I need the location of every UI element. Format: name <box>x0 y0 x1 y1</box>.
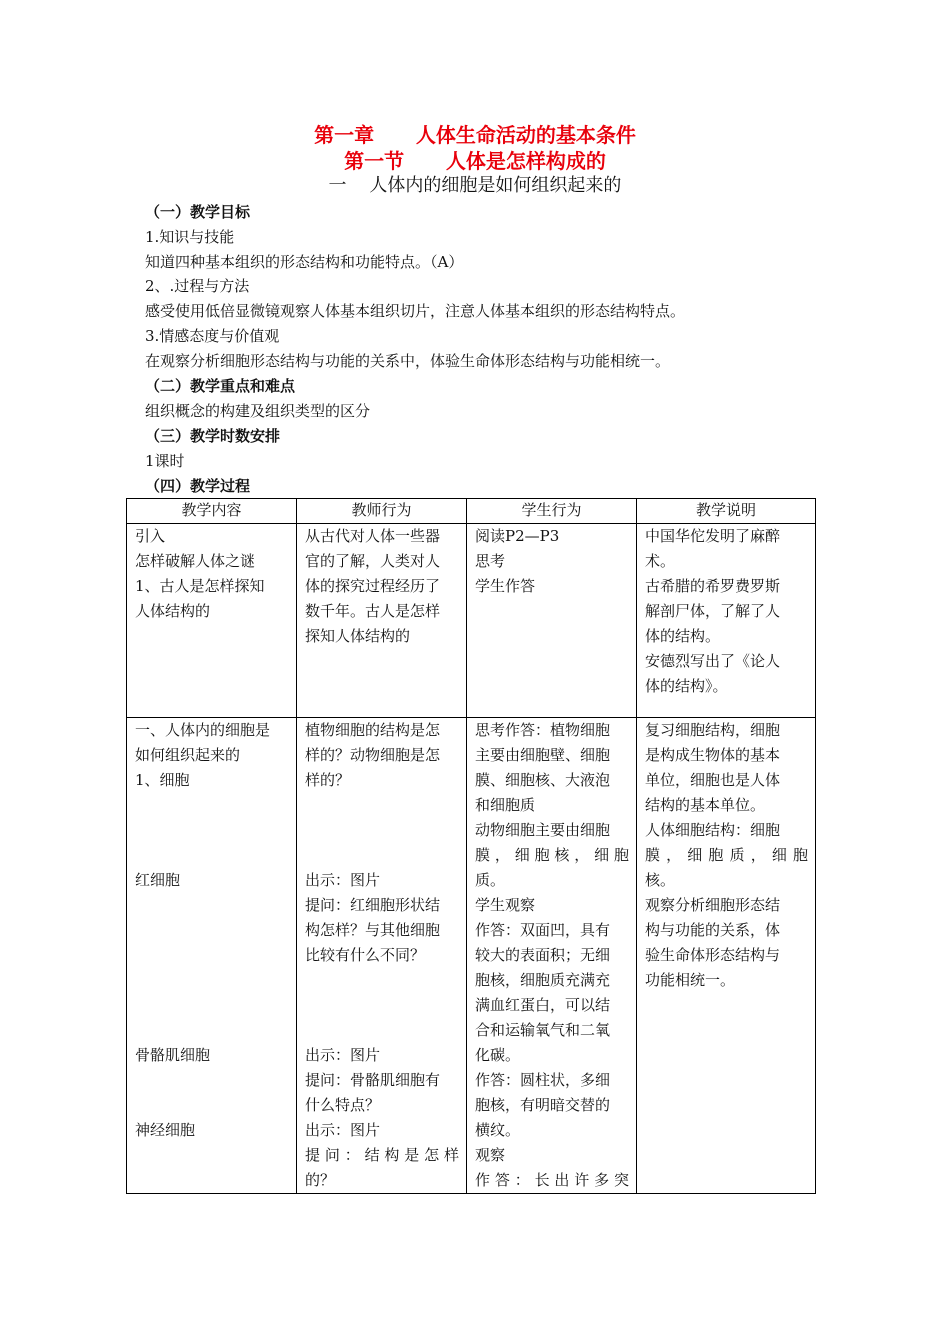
cell-line: 观察分析细胞形态结 <box>645 896 781 914</box>
cell-student <box>467 718 637 1194</box>
table-row <box>127 718 816 1194</box>
objective-line: 3.情感态度与价值观 <box>145 327 280 345</box>
cell-spacer <box>135 818 289 843</box>
cell-spacer <box>135 943 289 968</box>
cell-line: 什么特点？ <box>305 1096 381 1114</box>
cell-line: 胞核，细胞质充满充 <box>475 971 611 989</box>
cell-line: 膜，细胞质，细胞 <box>645 846 808 864</box>
cell-spacer <box>305 843 459 868</box>
cell-line: 中国华佗发明了麻醉 <box>645 527 781 545</box>
schedule-text: 1课时 <box>145 452 185 470</box>
cell-line: 术。 <box>645 552 676 570</box>
cell-line: 构怎样？与其他细胞 <box>305 921 441 939</box>
cell-line: 学生作答 <box>475 577 536 595</box>
cell-line: 化碳。 <box>475 1046 521 1064</box>
cell-spacer <box>135 1068 289 1093</box>
cell-spacer <box>135 918 289 943</box>
topic-title: 一 人体内的细胞是如何组织起来的 <box>328 175 622 196</box>
cell-line: 人体结构的 <box>135 602 211 620</box>
cell-line: 满血红蛋白，可以结 <box>475 996 611 1014</box>
cell-line: 观察 <box>475 1146 506 1164</box>
cell-line: 样的？ <box>305 771 351 789</box>
cell-teacher <box>297 718 467 1194</box>
cell-line: 引入 <box>135 527 166 545</box>
cell-line: 一、人体内的细胞是 <box>135 721 271 739</box>
cell-line: 功能相统一。 <box>645 971 736 989</box>
lesson-process-table <box>126 498 816 1194</box>
cell-line: 体的结构。 <box>645 627 721 645</box>
cell-line: 横纹。 <box>475 1121 521 1139</box>
cell-line: 提问：结构是怎样 <box>305 1146 459 1164</box>
objective-line: 2、.过程与方法 <box>145 277 250 295</box>
cell-line: 构与功能的关系，体 <box>645 921 781 939</box>
cell-line: 如何组织起来的 <box>135 746 241 764</box>
cell-line: 样的？动物细胞是怎 <box>305 746 441 764</box>
cell-line: 验生命体形态结构与 <box>645 946 781 964</box>
column-header-content: 教学内容 <box>127 499 297 524</box>
column-header-student: 学生行为 <box>467 499 637 524</box>
cell-line: 主要由细胞壁、细胞 <box>475 746 611 764</box>
cell-line: 出示：图片 <box>305 1121 381 1139</box>
objective-line: 感受使用低倍显微镜观察人体基本组织切片，注意人体基本组织的形态结构特点。 <box>145 302 686 320</box>
cell-line: 作答：圆柱状，多细 <box>475 1071 611 1089</box>
cell-line: 怎样破解人体之谜 <box>135 552 256 570</box>
cell-line: 骨骼肌细胞 <box>135 1046 211 1064</box>
cell-line: 提问：骨骼肌细胞有 <box>305 1071 441 1089</box>
cell-spacer <box>305 993 459 1018</box>
cell-line: 学生观察 <box>475 896 536 914</box>
cell-line: 核。 <box>645 871 676 889</box>
chapter-title: 第一章 人体生命活动的基本条件 <box>314 123 636 147</box>
objective-line: 1.知识与技能 <box>145 228 235 246</box>
cell-line: 思考 <box>475 552 506 570</box>
cell-line: 膜、细胞核、大液泡 <box>475 771 611 789</box>
cell-teacher <box>297 524 467 718</box>
schedule-heading: （三）教学时数安排 <box>145 427 281 445</box>
cell-line: 人体细胞结构：细胞 <box>645 821 781 839</box>
cell-line: 的？ <box>305 1171 336 1189</box>
cell-line: 红细胞 <box>135 871 181 889</box>
cell-line: 是构成生物体的基本 <box>645 746 781 764</box>
cell-line: 提问：红细胞形状结 <box>305 896 441 914</box>
cell-line: 出示：图片 <box>305 871 381 889</box>
cell-line: 胞核，有明暗交替的 <box>475 1096 611 1114</box>
cell-line: 思考作答：植物细胞 <box>475 721 611 739</box>
cell-spacer <box>305 1018 459 1043</box>
cell-spacer <box>135 893 289 918</box>
cell-line: 动物细胞主要由细胞 <box>475 821 611 839</box>
cell-line: 解剖尸体，了解了人 <box>645 602 781 620</box>
table-row <box>127 524 816 718</box>
column-header-notes: 教学说明 <box>637 499 816 524</box>
objectives-heading: （一）教学目标 <box>145 203 251 221</box>
cell-line: 复习细胞结构，细胞 <box>645 721 781 739</box>
cell-line: 作答：长出许多突 <box>475 1171 629 1189</box>
cell-line: 体的探究过程经历了 <box>305 577 441 595</box>
cell-line: 合和运输氧气和二氧 <box>475 1021 611 1039</box>
cell-line: 比较有什么不同？ <box>305 946 426 964</box>
section-title: 第一节 人体是怎样构成的 <box>344 149 606 173</box>
cell-line: 数千年。古人是怎样 <box>305 602 441 620</box>
cell-line: 神经细胞 <box>135 1121 196 1139</box>
cell-notes <box>637 718 816 1194</box>
key-points-text: 组织概念的构建及组织类型的区分 <box>145 402 371 420</box>
cell-spacer <box>135 793 289 818</box>
cell-line: 1、细胞 <box>135 771 190 789</box>
cell-spacer <box>305 793 459 818</box>
cell-content <box>127 718 297 1194</box>
cell-notes <box>637 524 816 718</box>
cell-content <box>127 524 297 718</box>
cell-spacer <box>305 968 459 993</box>
cell-line: 膜，细胞核，细胞 <box>475 846 629 864</box>
objective-line: 知道四种基本组织的形态结构和功能特点。（A） <box>145 253 464 271</box>
cell-line: 植物细胞的结构是怎 <box>305 721 441 739</box>
cell-line: 探知人体结构的 <box>305 627 411 645</box>
cell-line: 质。 <box>475 871 506 889</box>
cell-line: 结构的基本单位。 <box>645 796 766 814</box>
objective-line: 在观察分析细胞形态结构与功能的关系中，体验生命体形态结构与功能相统一。 <box>145 352 671 370</box>
cell-spacer <box>135 993 289 1018</box>
cell-student <box>467 524 637 718</box>
cell-spacer <box>135 843 289 868</box>
cell-line: 1、古人是怎样探知 <box>135 577 265 595</box>
cell-line: 出示：图片 <box>305 1046 381 1064</box>
column-header-teacher: 教师行为 <box>297 499 467 524</box>
cell-spacer <box>135 968 289 993</box>
cell-line: 安德烈写出了《论人 <box>645 652 781 670</box>
cell-line: 和细胞质 <box>475 796 536 814</box>
cell-line: 体的结构》。 <box>645 677 728 695</box>
cell-line: 阅读P2—P3 <box>475 527 560 545</box>
cell-spacer <box>135 1018 289 1043</box>
cell-line: 从古代对人体一些器 <box>305 527 441 545</box>
cell-line: 较大的表面积；无细 <box>475 946 611 964</box>
cell-spacer <box>305 818 459 843</box>
cell-line: 作答：双面凹，具有 <box>475 921 611 939</box>
cell-line: 单位，细胞也是人体 <box>645 771 781 789</box>
cell-spacer <box>135 1093 289 1118</box>
process-heading: （四）教学过程 <box>145 477 251 495</box>
cell-line: 官的了解，人类对人 <box>305 552 441 570</box>
table-header-row <box>127 499 816 524</box>
key-points-heading: （二）教学重点和难点 <box>145 377 296 395</box>
cell-line: 古希腊的希罗费罗斯 <box>645 577 781 595</box>
